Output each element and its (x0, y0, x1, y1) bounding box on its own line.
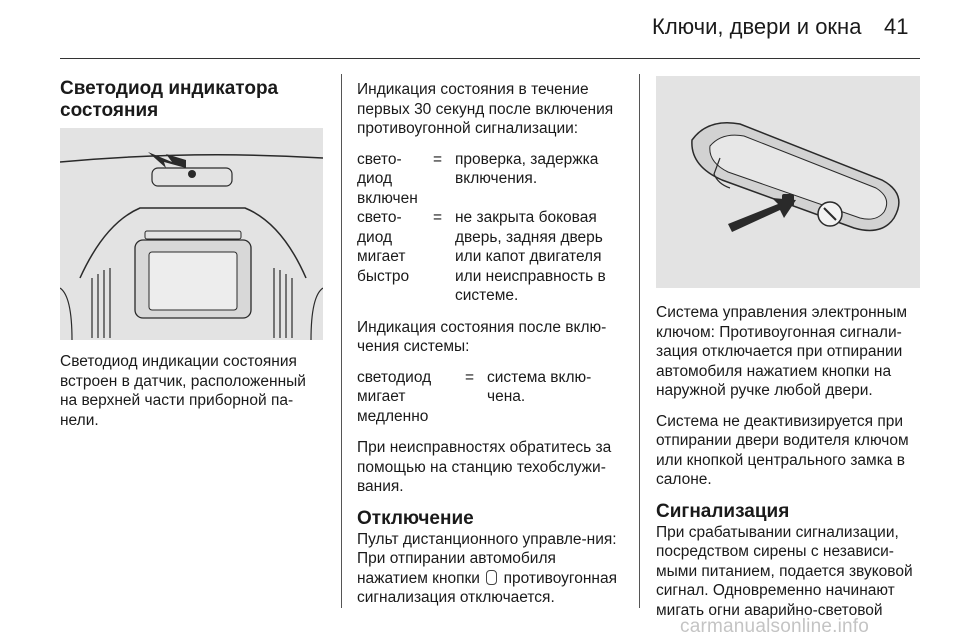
equals-cell: = (433, 209, 443, 226)
deactivation-text-after: противоугонная сигнализация отключается. (357, 569, 617, 606)
table-row (357, 368, 627, 427)
equals-cell: = (465, 368, 475, 386)
column-2 (357, 80, 627, 619)
status-table-first-30s (357, 150, 627, 306)
column-divider-1 (341, 74, 342, 608)
page-number: 41 (884, 14, 909, 39)
column-3 (656, 303, 924, 631)
heading-line-1: Светодиод индикатора (60, 78, 279, 99)
state-cell: свето-диод включен (357, 150, 418, 207)
no-deactivation-text: Система не деактивизируется при отпирании двери водителя ключом или кнопкой центрального замка в салоне. (656, 412, 909, 488)
dashboard-caption (60, 352, 326, 441)
keyless-deactivation-text: Система управления электронным ключом: Противоугонная сигнали-зация отключается при отпирании автомобиля нажатием кнопки на наружной ручке любой двери. (656, 304, 908, 399)
column-1 (60, 78, 326, 122)
table-row (357, 150, 627, 209)
section-heading-alarm: Сигнализация (656, 500, 790, 522)
deactivation-text-before: Пульт дистанционного управле-ния: При отпирании автомобиля нажатием кнопки (357, 530, 617, 587)
caption-text: Светодиод индикации состояния встроен в датчик, расположенный на верхней части приборной па-нели. (60, 353, 306, 429)
heading-line-2: состояния (60, 100, 159, 121)
alarm-text: При срабатывании сигнализации, посредством сирены с независи-мыми питанием, подается звуковой сигнал. Одновременно начинают мигать огни аварийно-световой (656, 523, 913, 619)
pointer-arrow-icon (728, 198, 796, 232)
dashboard-figure (60, 128, 323, 340)
column-divider-2 (639, 74, 640, 608)
page-header-title: Ключи, двери и окна (652, 14, 862, 39)
status-intro-first-30s: Индикация состояния в течение первых 30 секунд после включения противоугонной сигнализации: (357, 81, 614, 137)
equals-cell: = (433, 150, 443, 168)
state-cell: светодиод мигает медленно (357, 368, 432, 425)
meaning-cell: система вклю-чена. (487, 368, 592, 405)
meaning-cell: не закрыта боковая дверь, задняя дверь или капот двигателя или неисправность в системе. (455, 209, 606, 304)
watermark: carmanualsonline.info (680, 616, 870, 637)
status-table-after-activation (357, 368, 627, 427)
deactivation-text (357, 530, 627, 608)
header-rule (60, 58, 920, 59)
dashboard-illustration (60, 128, 323, 340)
table-row (357, 208, 627, 306)
status-led-indicator (188, 170, 196, 178)
state-cell: свето-диод мигает быстро (357, 209, 410, 285)
door-handle-figure (656, 76, 920, 288)
meaning-cell: проверка, задержка включения. (455, 150, 599, 187)
unlock-icon (486, 570, 497, 585)
section-heading-deactivation: Отключение (357, 507, 474, 529)
section-heading-status-led (60, 78, 326, 122)
door-handle-illustration (656, 76, 920, 288)
pointer-arrow-icon (148, 152, 186, 168)
status-intro-after-activation: Индикация состояния после вклю-чения системы: (357, 318, 607, 355)
fault-note: При неисправностях обратитесь за помощью на станцию техобслужи-вания. (357, 439, 612, 495)
